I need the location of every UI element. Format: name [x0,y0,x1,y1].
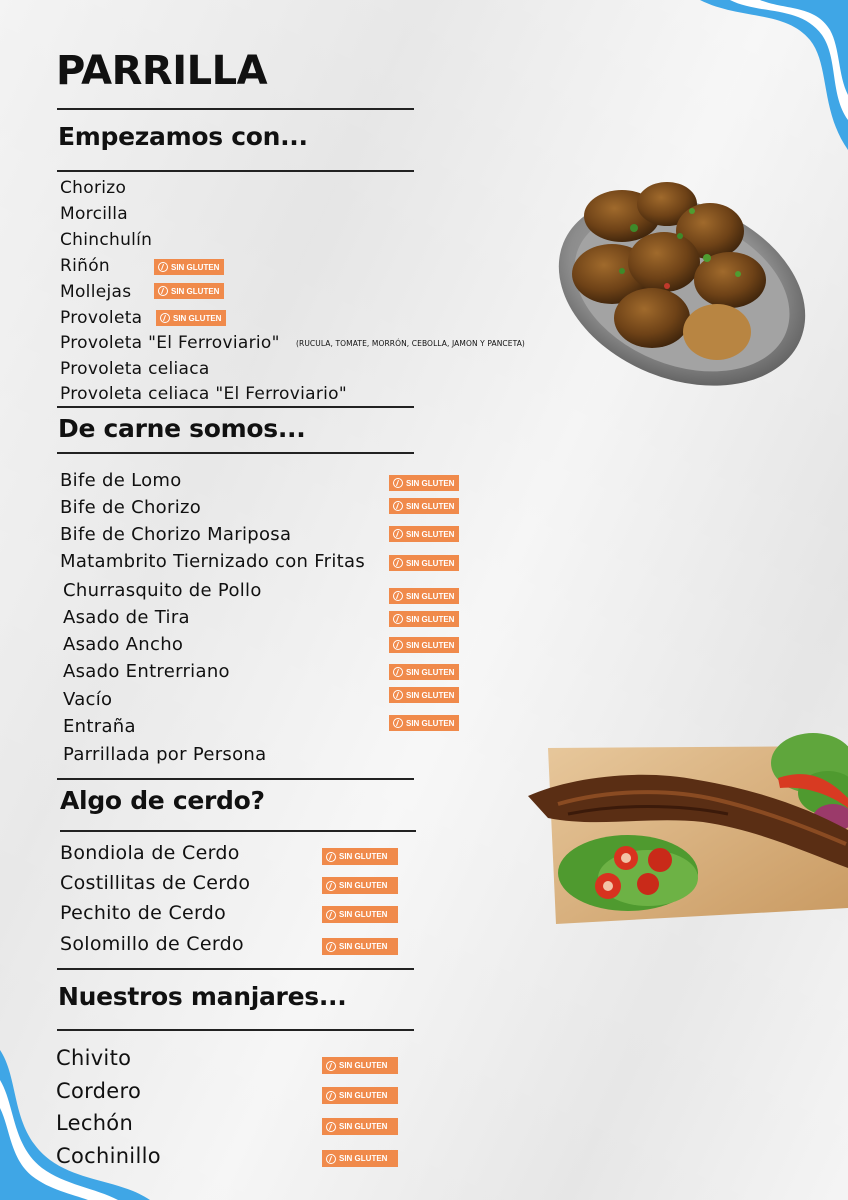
wheat-crossed-icon [393,667,403,677]
wheat-crossed-icon [326,881,336,891]
menu-item: Cordero [56,1079,142,1103]
menu-item: Bife de Chorizo [60,497,202,518]
menu-item: Asado Entrerriano [63,661,230,682]
divider [57,108,414,110]
menu-item: Chinchulín [60,230,153,250]
wheat-crossed-icon [326,852,336,862]
gluten-free-badge: SIN GLUTEN [322,877,398,894]
menu-item-note: (RUCULA, TOMATE, MORRÓN, CEBOLLA, JAMON Y PANCETA) [296,339,525,348]
gluten-free-badge: SIN GLUTEN [389,526,459,542]
menu-item: Matambrito Tiernizado con Fritas [60,551,365,572]
gluten-free-badge: SIN GLUTEN [322,848,398,865]
divider [57,452,414,454]
wheat-crossed-icon [158,262,168,272]
menu-item: Provoleta celiaca "El Ferroviario" [60,384,347,404]
divider [60,830,416,832]
wheat-crossed-icon [393,558,403,568]
section-heading-manjares: Nuestros manjares... [58,982,347,1011]
gluten-free-badge: SIN GLUTEN [389,715,459,731]
menu-item: Lechón [56,1111,134,1135]
wheat-crossed-icon [393,591,403,601]
wheat-crossed-icon [158,286,168,296]
menu-item: Churrasquito de Pollo [63,580,262,601]
grilled-mollejas-platter-photo [552,176,812,398]
menu-item: Parrillada por Persona [63,744,267,765]
gluten-free-badge: SIN GLUTEN [389,611,459,627]
divider [57,778,414,780]
wheat-crossed-icon [393,478,403,488]
menu-item: Pechito de Cerdo [60,902,227,924]
menu-item: Vacío [63,689,113,710]
menu-item: Entraña [63,716,136,737]
wheat-crossed-icon [326,1061,336,1071]
wheat-crossed-icon [393,529,403,539]
menu-item: Bife de Chorizo Mariposa [60,524,292,545]
gluten-free-badge: SIN GLUTEN [154,283,224,299]
gluten-free-badge: SIN GLUTEN [389,555,459,571]
wheat-crossed-icon [326,1154,336,1164]
menu-item: Mollejas [60,282,132,302]
section-heading-empezamos: Empezamos con... [58,122,308,151]
wheat-crossed-icon [393,501,403,511]
page-title: PARRILLA [56,48,268,94]
section-heading-cerdo: Algo de cerdo? [60,786,265,815]
menu-item: Provoleta [60,308,143,328]
menu-item: Solomillo de Cerdo [60,933,244,955]
wheat-crossed-icon [160,313,170,323]
menu-item: Riñón [60,256,110,276]
blue-wave-decoration-top [690,0,848,170]
wheat-crossed-icon [393,614,403,624]
gluten-free-badge: SIN GLUTEN [389,588,459,604]
gluten-free-badge: SIN GLUTEN [389,498,459,514]
gluten-free-badge: SIN GLUTEN [156,310,226,326]
gluten-free-badge: SIN GLUTEN [322,1057,398,1074]
gluten-free-badge: SIN GLUTEN [389,637,459,653]
gluten-free-badge: SIN GLUTEN [389,475,459,491]
menu-item: Cochinillo [56,1144,161,1168]
menu-item: Costillitas de Cerdo [60,872,251,894]
menu-item: Chivito [56,1046,132,1070]
gluten-free-badge: SIN GLUTEN [322,1118,398,1135]
wheat-crossed-icon [326,910,336,920]
wheat-crossed-icon [393,690,403,700]
divider [57,170,414,172]
section-heading-carne: De carne somos... [58,414,306,443]
divider [57,406,414,408]
menu-item: Asado de Tira [63,607,190,628]
wheat-crossed-icon [326,1122,336,1132]
gluten-free-badge: SIN GLUTEN [322,906,398,923]
wheat-crossed-icon [326,1091,336,1101]
menu-item: Provoleta celiaca [60,359,210,379]
menu-item: Bife de Lomo [60,470,182,491]
divider [57,1029,414,1031]
gluten-free-badge: SIN GLUTEN [154,259,224,275]
menu-item: Bondiola de Cerdo [60,842,240,864]
gluten-free-badge: SIN GLUTEN [322,1150,398,1167]
wheat-crossed-icon [326,942,336,952]
gluten-free-badge: SIN GLUTEN [322,938,398,955]
gluten-free-badge: SIN GLUTEN [389,687,459,703]
menu-item: Provoleta "El Ferroviario" [60,333,280,353]
wheat-crossed-icon [393,718,403,728]
grilled-meat-board-photo [528,718,848,926]
wheat-crossed-icon [393,640,403,650]
gluten-free-badge: SIN GLUTEN [389,664,459,680]
divider [57,968,414,970]
gluten-free-badge: SIN GLUTEN [322,1087,398,1104]
menu-item: Asado Ancho [63,634,184,655]
menu-item: Morcilla [60,204,129,224]
menu-item: Chorizo [60,178,127,198]
